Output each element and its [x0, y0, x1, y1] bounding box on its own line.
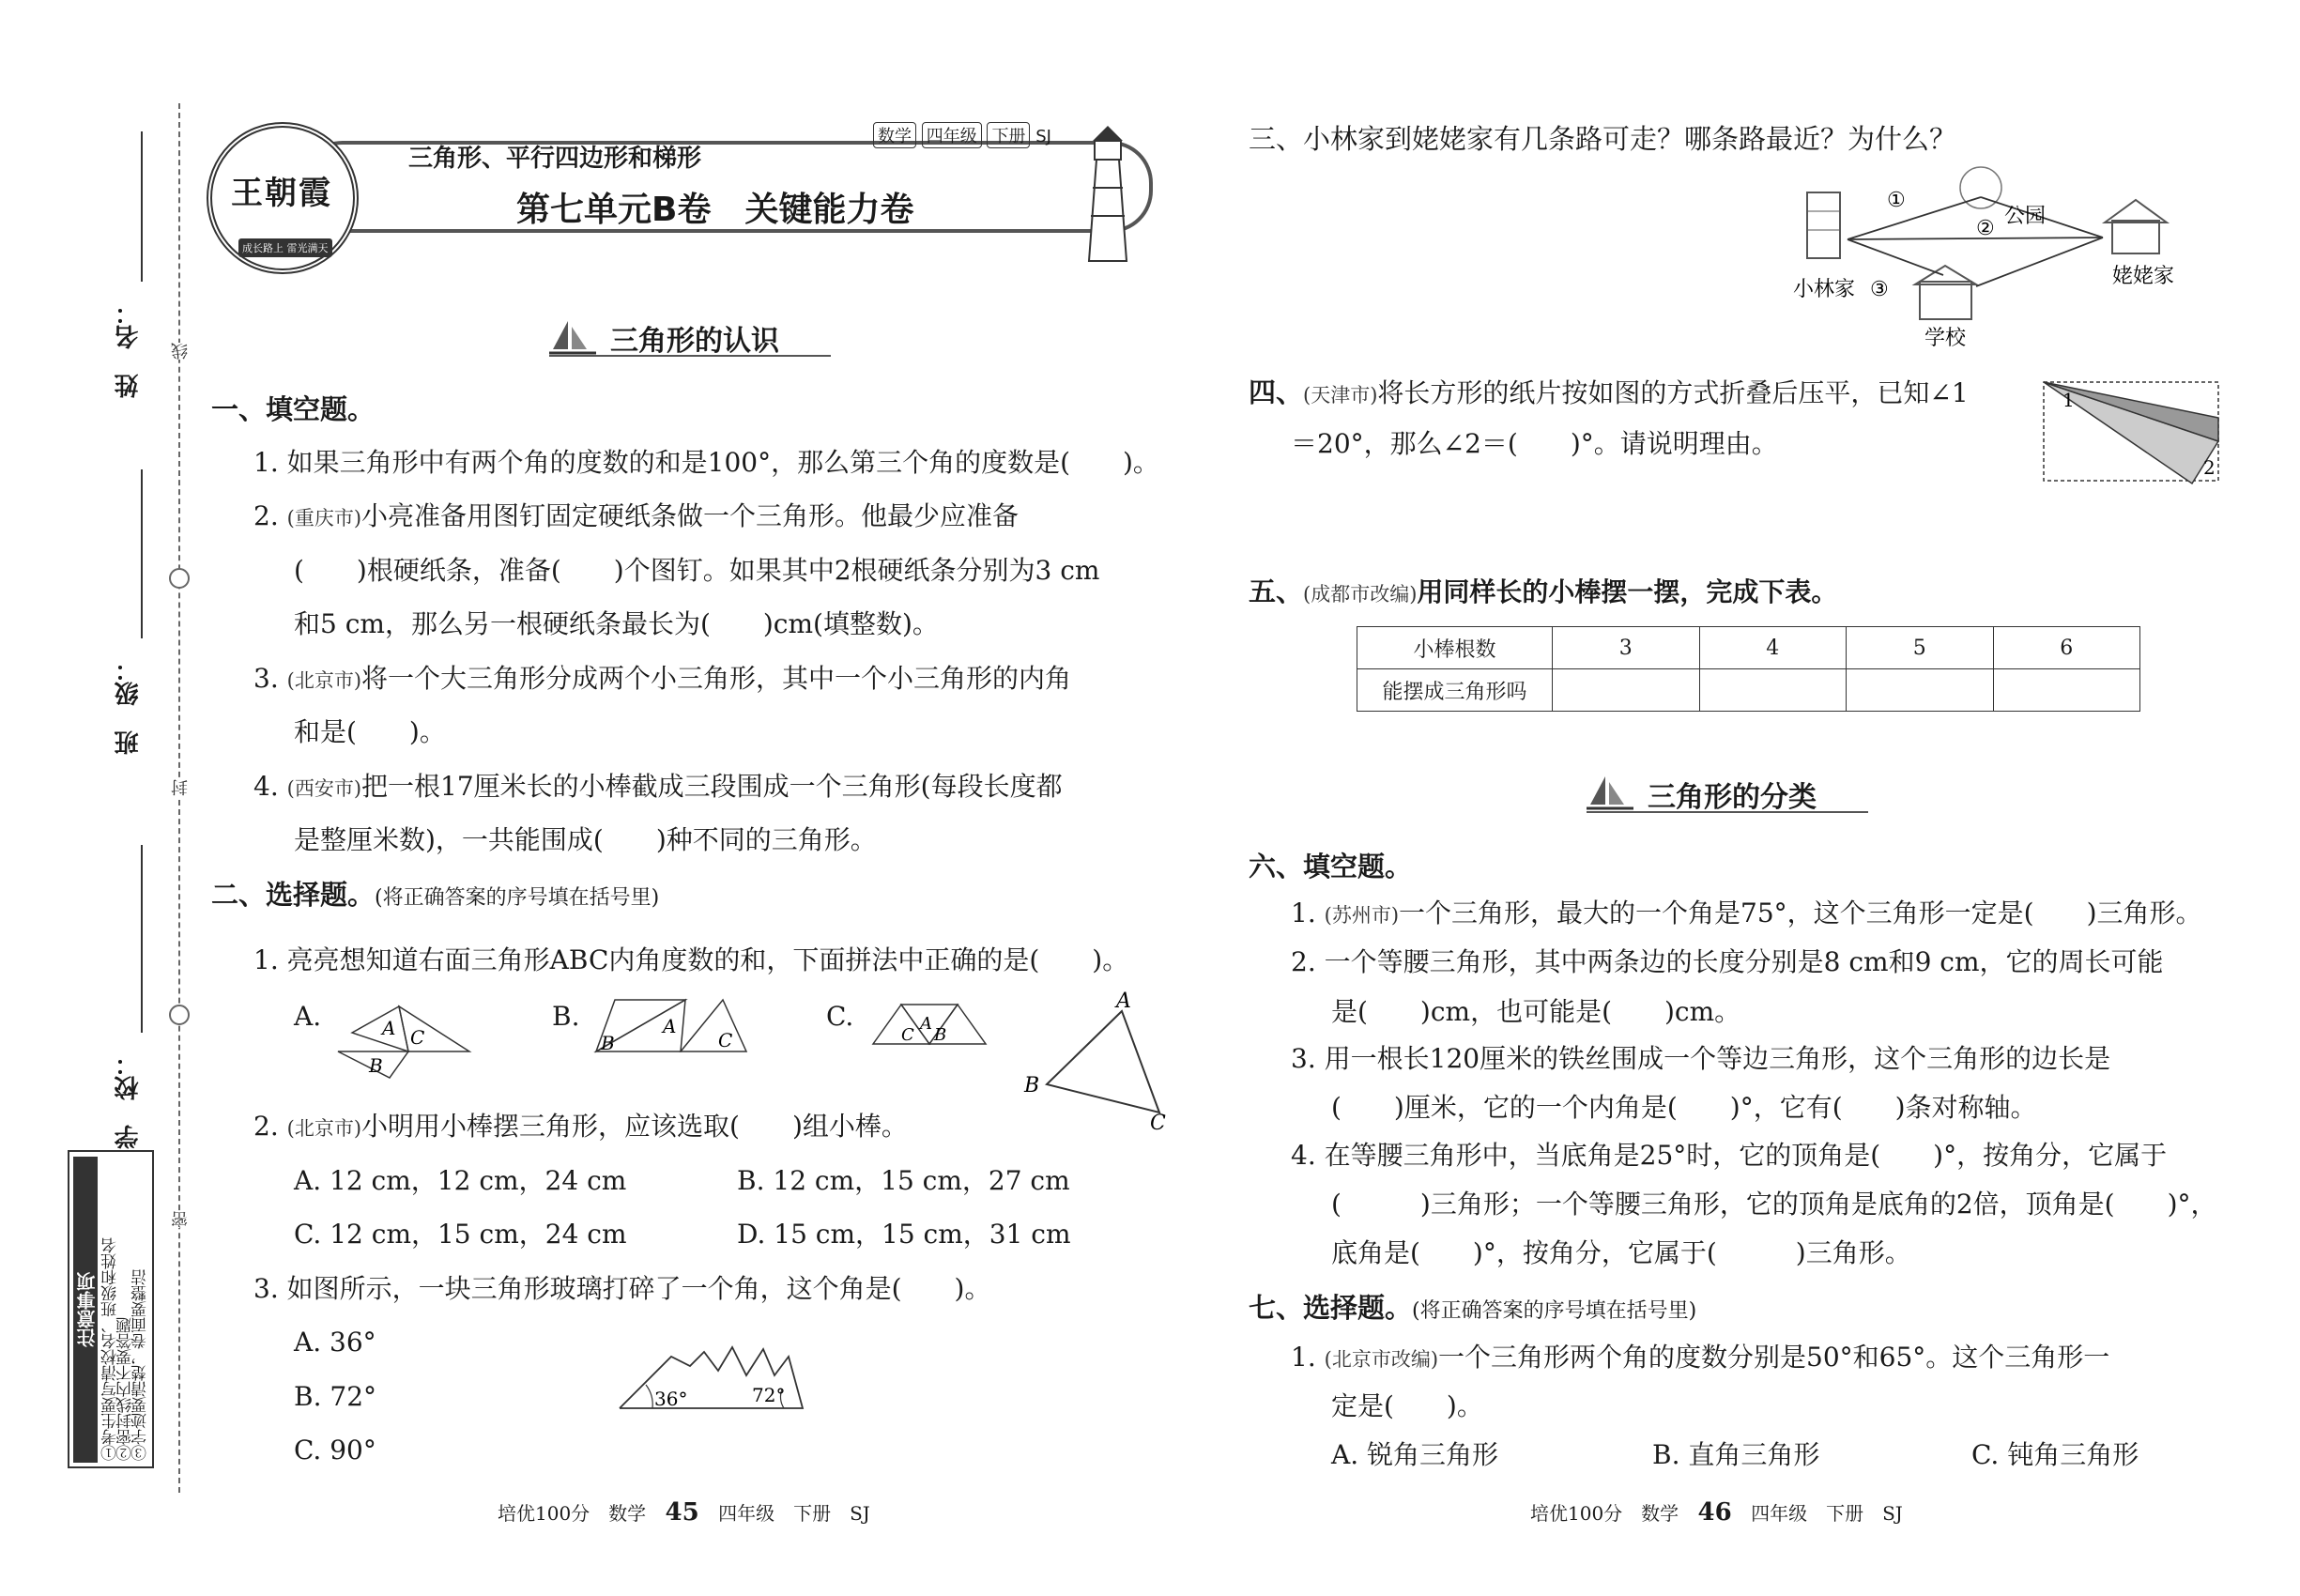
- notice-title: 注意事项: [73, 1157, 98, 1463]
- sailboat-icon: [549, 319, 596, 357]
- cut-mark-xian: 线: [169, 343, 193, 360]
- q7-option-a[interactable]: A. 锐角三角形: [1331, 1439, 1499, 1470]
- circle-icon: [169, 568, 190, 589]
- lighthouse-icon: [1080, 122, 1136, 263]
- tag-grade: 四年级: [922, 122, 982, 148]
- notice-item-3: ③字迹要清楚，卷面要整洁: [131, 1269, 150, 1461]
- svg-text:A: A: [920, 1014, 932, 1034]
- route-2-label: ②: [1976, 217, 1995, 240]
- q2-item-3-text: 如图所示，一块三角形玻璃打碎了一个角，这个角是( )。: [286, 1273, 991, 1304]
- q1-item-3-line-1: 将一个大三角形分成两个小三角形，其中一个小三角形的内角: [361, 663, 1072, 694]
- q1-item-2-tag: (重庆市): [286, 507, 362, 529]
- sailboat-icon: [1587, 775, 1633, 812]
- binding-margin: [0, 0, 192, 1596]
- q6-item-4-line-2: ( )三角形；一个等腰三角形，它的顶角是底角的2倍，顶角是( )°，: [1331, 1189, 2217, 1220]
- cut-mark-mi: 密: [169, 1211, 193, 1228]
- school-label: 学校: [1924, 327, 1967, 350]
- q6-item-3-line-1: 用一根长120厘米的铁丝围成一个等边三角形，这个三角形的边长是: [1324, 1043, 2111, 1074]
- right-footer: [1530, 1498, 1903, 1527]
- q6-item-4: [1291, 1139, 2167, 1172]
- svg-text:C: C: [718, 1029, 733, 1051]
- table-cell: 3: [1553, 627, 1700, 669]
- q4-line-1: [1249, 376, 1969, 409]
- footer-prefix: 培优100分 数学: [498, 1502, 647, 1525]
- angle-36-label: 36°: [654, 1388, 688, 1410]
- notice-item-1: ①考生要写清校名、班级和姓名: [101, 1237, 120, 1461]
- q1-item-1-text: 如果三角形中有两个角的度数的和是100°，那么第三个角的度数是( )。: [286, 447, 1159, 478]
- q3-heading: 三、小林家到姥姥家有几条路可走？哪条路最近？为什么？: [1249, 123, 1957, 155]
- svg-text:A: A: [382, 1017, 396, 1039]
- q5-tag: (成都市改编): [1303, 583, 1418, 606]
- q1-item-2-line-1: 小亮准备用图钉固定硬纸条做一个三角形。他最少应准备: [361, 500, 1020, 531]
- route-1-label: ①: [1887, 189, 1906, 212]
- q2-item-3: [253, 1272, 990, 1305]
- q2-item-2-option-d[interactable]: D. 15 cm，15 cm，31 cm: [737, 1219, 1071, 1250]
- section-underline: [549, 355, 831, 357]
- header: [207, 113, 1183, 282]
- q2-item-2-option-b[interactable]: B. 12 cm，15 cm，27 cm: [737, 1165, 1070, 1196]
- option-a-figure: [333, 995, 474, 1080]
- q2-item-3-option-a[interactable]: A. 36°: [294, 1327, 376, 1358]
- table-cell: 5: [1847, 627, 1994, 669]
- q7-item-1: [1291, 1341, 2109, 1373]
- option-b-figure: [591, 995, 751, 1061]
- q1-item-1-num: 1.: [253, 447, 279, 478]
- table-header-cell: 能摆成三角形吗: [1357, 669, 1553, 712]
- answer-cell[interactable]: [1699, 669, 1847, 712]
- q2-item-2: [253, 1110, 908, 1143]
- answer-cell[interactable]: [1553, 669, 1700, 712]
- folded-paper-figure: [2042, 380, 2220, 488]
- q2-heading: [211, 878, 659, 912]
- section-title-recognition: 三角形的认识: [610, 325, 779, 358]
- vertex-c-label: C: [1150, 1112, 1166, 1131]
- angle-1-label: 1: [2062, 389, 2075, 411]
- q1-item-4: [253, 770, 1063, 803]
- q2-item-1-num: 1.: [253, 944, 279, 975]
- logo-text: 王朝霞: [231, 175, 332, 212]
- q1-item-2-line-3: 和5 cm，那么另一根硬纸条最长为( )cm(填整数)。: [294, 608, 939, 639]
- q7-heading: [1249, 1291, 1696, 1325]
- tag-volume: 下册: [987, 122, 1030, 148]
- q2-heading-text: 二、选择题。: [211, 879, 376, 911]
- q6-item-2: [1291, 945, 2164, 978]
- svg-text:C: C: [901, 1025, 914, 1045]
- q5-text: 用同样长的小棒摆一摆，完成下表。: [1417, 576, 1838, 607]
- svg-text:C: C: [410, 1026, 425, 1049]
- q7-item-1-line-2: 定是( )。: [1331, 1390, 1483, 1421]
- svg-text:B: B: [369, 1054, 383, 1077]
- q2-item-1-option-c[interactable]: C.: [826, 1001, 854, 1032]
- svg-text:A: A: [663, 1015, 677, 1037]
- home-label: 小林家: [1793, 278, 1856, 301]
- q2-item-1: [253, 944, 1128, 976]
- q4-tag: (天津市): [1303, 384, 1378, 407]
- q6-item-4-line-1: 在等腰三角形中，当底角是25°时，它的顶角是( )°，按角分，它属于: [1324, 1140, 2168, 1171]
- q5-num: 五、: [1249, 575, 1304, 607]
- q1-item-3-num: 3.: [253, 663, 279, 694]
- q2-item-3-num: 3.: [253, 1273, 279, 1304]
- q1-heading: 一、填空题。: [211, 393, 376, 425]
- table-header-cell: 小棒根数: [1357, 627, 1553, 669]
- name-label: 姓 名：: [115, 300, 143, 398]
- svg-text:B: B: [934, 1025, 947, 1045]
- q7-heading-note: (将正确答案的序号填在括号里): [1412, 1299, 1697, 1323]
- table-row: [1357, 627, 2140, 669]
- tag-subject: 数学: [873, 122, 916, 148]
- subject-tags: [873, 122, 1051, 148]
- route-3-label: ③: [1870, 278, 1889, 301]
- broken-glass-figure: [615, 1338, 812, 1413]
- q1-item-3-line-2: 和是( )。: [294, 716, 446, 747]
- q2-item-1-option-b[interactable]: B.: [552, 1001, 580, 1032]
- q6-item-3-num: 3.: [1291, 1043, 1316, 1074]
- q2-item-1-option-a[interactable]: A.: [294, 1001, 322, 1032]
- q6-item-1: [1291, 897, 2202, 929]
- name-line[interactable]: [141, 131, 143, 282]
- cut-line: [178, 103, 180, 1493]
- q2-heading-note: (将正确答案的序号填在括号里): [375, 886, 660, 910]
- q1-item-2-num: 2.: [253, 500, 279, 531]
- header-subtitle: 三角形、平行四边形和梯形: [408, 145, 702, 173]
- q2-item-3-option-c[interactable]: C. 90°: [294, 1435, 376, 1466]
- table-cell: 6: [1993, 627, 2140, 669]
- angle-72-label: 72°: [752, 1384, 786, 1406]
- q2-item-2-num: 2.: [253, 1111, 279, 1142]
- q2-item-3-option-b[interactable]: B. 72°: [294, 1381, 377, 1412]
- q6-item-2-num: 2.: [1291, 946, 1316, 977]
- q7-item-1-num: 1.: [1291, 1342, 1316, 1373]
- q6-item-1-tag: (苏州市): [1324, 904, 1400, 927]
- q1-item-2-line-2: ( )根硬纸条，准备( )个图钉。如果其中2根硬纸条分别为3 cm: [294, 555, 1100, 586]
- q2-item-2-option-a[interactable]: A. 12 cm，12 cm，24 cm: [294, 1165, 627, 1196]
- page-title: 第七单元B卷 关键能力卷: [516, 191, 914, 229]
- triangle-abc-figure: [1019, 990, 1169, 1131]
- sticks-table: [1357, 626, 2140, 712]
- logo: [207, 122, 359, 274]
- footer-suffix: 四年级 下册 SJ: [718, 1502, 870, 1525]
- park-label: 公园: [2004, 205, 2047, 228]
- q7-option-b[interactable]: B. 直角三角形: [1652, 1439, 1820, 1470]
- school-line[interactable]: [141, 845, 143, 1033]
- q6-item-3-line-2: ( )厘米，它的一个内角是( )°，它有( )条对称轴。: [1331, 1092, 2037, 1123]
- footer-page-number: 46: [1697, 1498, 1732, 1527]
- q7-item-1-tag: (北京市改编): [1324, 1348, 1439, 1371]
- notice-box: [68, 1150, 154, 1468]
- q4-text-1: 将长方形的纸片按如图的方式折叠后压平，已知∠1: [1377, 377, 1969, 408]
- vertex-a-label: A: [1116, 990, 1131, 1013]
- q2-item-2-text: 小明用小棒摆三角形，应该选取( )组小棒。: [361, 1111, 908, 1142]
- q1-item-1: [253, 446, 1159, 479]
- q7-option-c[interactable]: C. 钝角三角形: [1971, 1439, 2139, 1470]
- q1-item-3: [253, 662, 1071, 695]
- table-row: [1357, 669, 2140, 712]
- q5-heading: [1249, 575, 1837, 608]
- q1-item-3-tag: (北京市): [286, 669, 362, 692]
- notice-item-2: ②密封线内不要答题: [116, 1317, 135, 1461]
- circle-icon: [169, 1005, 190, 1025]
- svg-text:B: B: [601, 1032, 615, 1054]
- q7-heading-text: 七、选择题。: [1249, 1292, 1413, 1324]
- q6-item-2-line-1: 一个等腰三角形，其中两条边的长度分别是8 cm和9 cm，它的周长可能: [1324, 946, 2164, 977]
- q7-item-1-line-1: 一个三角形两个角的度数分别是50°和65°。这个三角形一: [1438, 1342, 2110, 1373]
- q4-heading: 四、: [1249, 376, 1304, 408]
- q1-item-4-line-2: 是整厘米数)，一共能围成( )种不同的三角形。: [294, 824, 877, 855]
- vertex-b-label: B: [1024, 1074, 1040, 1097]
- logo-sub: 成长路上 雷光满天: [238, 238, 332, 257]
- q1-item-4-num: 4.: [253, 771, 279, 802]
- q6-item-2-line-2: 是( )cm，也可能是( )cm。: [1331, 996, 1741, 1027]
- class-line[interactable]: [141, 469, 143, 638]
- q2-item-1-text: 亮亮想知道右面三角形ABC内角度数的和，下面拼法中正确的是( )。: [286, 944, 1129, 975]
- q6-item-4-num: 4.: [1291, 1140, 1316, 1171]
- grandma-label: 姥姥家: [2112, 265, 2175, 288]
- q1-item-2: [253, 499, 1019, 532]
- q6-item-3: [1291, 1042, 2110, 1075]
- school-label: 学 校：: [115, 1051, 143, 1149]
- q6-item-4-line-3: 底角是( )°，按角分，它属于( )三角形。: [1331, 1237, 1911, 1268]
- answer-cell[interactable]: [1993, 669, 2140, 712]
- cut-mark-feng: 封: [169, 779, 193, 796]
- footer-page-number: 45: [665, 1498, 699, 1527]
- angle-2-label: 2: [2203, 456, 2216, 479]
- section-underline: [1587, 811, 1868, 813]
- answer-cell[interactable]: [1847, 669, 1994, 712]
- class-label: 班 级：: [115, 657, 143, 755]
- q2-item-2-option-c[interactable]: C. 12 cm，15 cm，24 cm: [294, 1219, 627, 1250]
- tag-edition: SJ: [1035, 127, 1051, 146]
- table-cell: 4: [1699, 627, 1847, 669]
- q2-item-2-tag: (北京市): [286, 1117, 362, 1140]
- footer-prefix: 培优100分 数学: [1530, 1502, 1679, 1525]
- q1-item-4-tag: (西安市): [286, 777, 362, 800]
- option-c-figure: [868, 995, 990, 1051]
- q6-item-1-text: 一个三角形，最大的一个角是75°，这个三角形一定是( )三角形。: [1399, 898, 2202, 928]
- q1-item-4-line-1: 把一根17厘米长的小棒截成三段围成一个三角形(每段长度都: [361, 771, 1063, 802]
- left-footer: [498, 1498, 870, 1527]
- q6-heading: 六、填空题。: [1249, 851, 1413, 882]
- route-map-figure: [1793, 164, 2216, 361]
- section-title-classification: 三角形的分类: [1648, 781, 1817, 814]
- footer-suffix: 四年级 下册 SJ: [1751, 1502, 1903, 1525]
- q6-item-1-num: 1.: [1291, 898, 1316, 928]
- q4-line-2: ＝20°，那么∠2＝( )°。请说明理由。: [1291, 428, 1778, 459]
